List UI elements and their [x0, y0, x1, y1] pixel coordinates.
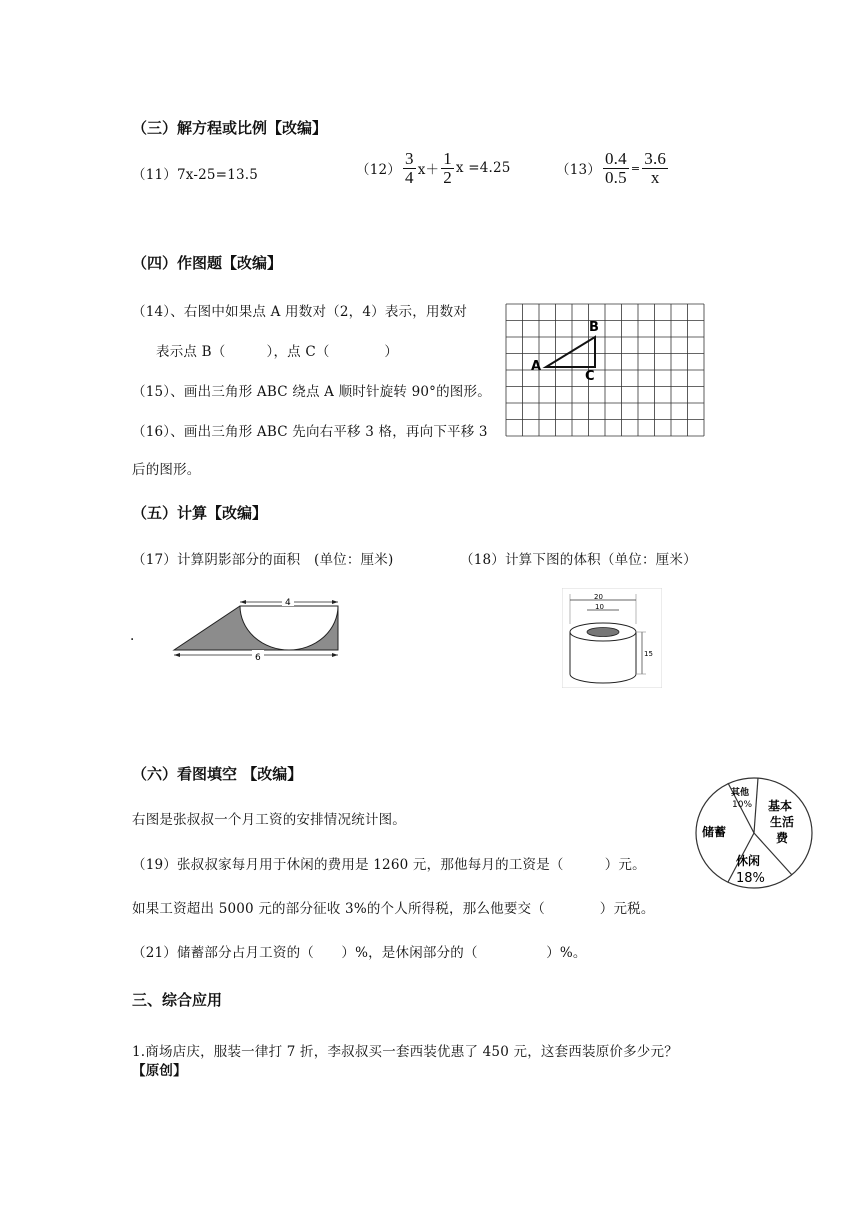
- equation-12-x-plus: x＋: [417, 162, 440, 179]
- pie-label-basic-3: 费: [776, 831, 789, 845]
- dim-bottom-arrow-left: [174, 653, 180, 657]
- dim-bottom-label: 6: [255, 653, 261, 663]
- pie-intro: 右图是张叔叔一个月工资的安排情况统计图。: [132, 812, 406, 828]
- label-point-a: A: [531, 359, 542, 374]
- fraction-3-4: $\frac{3}{4}$: [404, 149, 414, 187]
- stray-dot: .: [130, 628, 135, 644]
- equation-12-rest: x =4.25: [455, 160, 511, 177]
- question-17: （17）计算阴影部分的面积 (单位：厘米): [132, 552, 394, 568]
- dim-outer-label: 20: [594, 593, 603, 601]
- question-18: （18）计算下图的体积（单位：厘米）: [460, 552, 697, 568]
- dim-top-arrow-left: [240, 600, 246, 604]
- pie-value-leisure: 18%: [736, 871, 765, 886]
- section-5-title: （五）计算【改编】: [132, 504, 268, 522]
- question-14-line2: 表示点 B（ ），点 C（ ）: [156, 344, 399, 360]
- dim-bottom-arrow-right: [332, 653, 338, 657]
- equation-12-label: （12）: [356, 162, 401, 179]
- equation-11: （11）7x-25=13.5: [132, 167, 259, 183]
- question-16-line2: 后的图形。: [132, 462, 201, 478]
- question-19: （19）张叔叔家每月用于休闲的费用是 1260 元，那他每月的工资是（ ）元。: [132, 857, 646, 873]
- application-question-1-line2: 【原创】: [132, 1063, 187, 1079]
- question-21: （21）储蓄部分占月工资的（ ）%，是休闲部分的（ ）%。: [132, 945, 587, 961]
- question-20: 如果工资超出 5000 元的部分征收 3%的个人所得税，那么他要交（ ）元税。: [132, 901, 655, 917]
- dim-top-label: 4: [285, 598, 291, 608]
- dim-top-arrow-right: [332, 600, 338, 604]
- pie-label-basic-2: 生活: [770, 815, 795, 829]
- question-15: （15）、画出三角形 ABC 绕点 A 顺时针旋转 90°的图形。: [132, 384, 491, 400]
- shaded-area-figure: [168, 592, 346, 664]
- label-point-b: B: [589, 320, 599, 335]
- section-4-title: （四）作图题【改编】: [132, 254, 283, 272]
- triangle-abc: [546, 337, 595, 367]
- pie-label-savings: 储蓄: [702, 825, 727, 839]
- fraction-0.4-0.5: $\frac{0.4}{0.5}$: [604, 149, 627, 187]
- dim-inner-label: 10: [595, 603, 604, 611]
- pie-label-leisure: 休闲: [736, 854, 761, 868]
- cylinder-hole: [587, 628, 619, 637]
- hollow-cylinder-figure: [562, 588, 662, 688]
- question-16-line1: （16）、画出三角形 ABC 先向右平移 3 格，再向下平移 3: [132, 424, 488, 440]
- application-question-1-line1: 1.商场店庆，服装一律打 7 折，李叔叔买一套西装优惠了 450 元，这套西装原价多少元？: [132, 1044, 678, 1060]
- salary-pie-chart: [692, 774, 816, 892]
- fraction-1-2: $\frac{1}{2}$: [443, 149, 452, 187]
- section-6-title: （六）看图填空 【改编】: [132, 765, 303, 783]
- equation-13: [556, 150, 670, 187]
- equation-13-label: （13）: [556, 162, 601, 179]
- fraction-3.6-x: $\frac{3.6}{x}$: [644, 149, 667, 187]
- equation-12: [356, 150, 511, 187]
- section-3-title: （三）解方程或比例【改编】: [132, 119, 328, 137]
- pie-label-other: 其他: [731, 788, 750, 798]
- question-14-line1: （14）、右图中如果点 A 用数对（2，4）表示，用数对: [132, 304, 468, 320]
- equation-13-equals: =: [630, 161, 641, 175]
- dim-height-label: 15: [644, 650, 653, 658]
- pie-label-basic-1: 基本: [768, 799, 793, 813]
- grid-figure: [500, 300, 712, 440]
- label-point-c: C: [585, 369, 595, 384]
- part-3-title: 三、综合应用: [132, 991, 223, 1009]
- pie-value-other: 10%: [732, 800, 753, 810]
